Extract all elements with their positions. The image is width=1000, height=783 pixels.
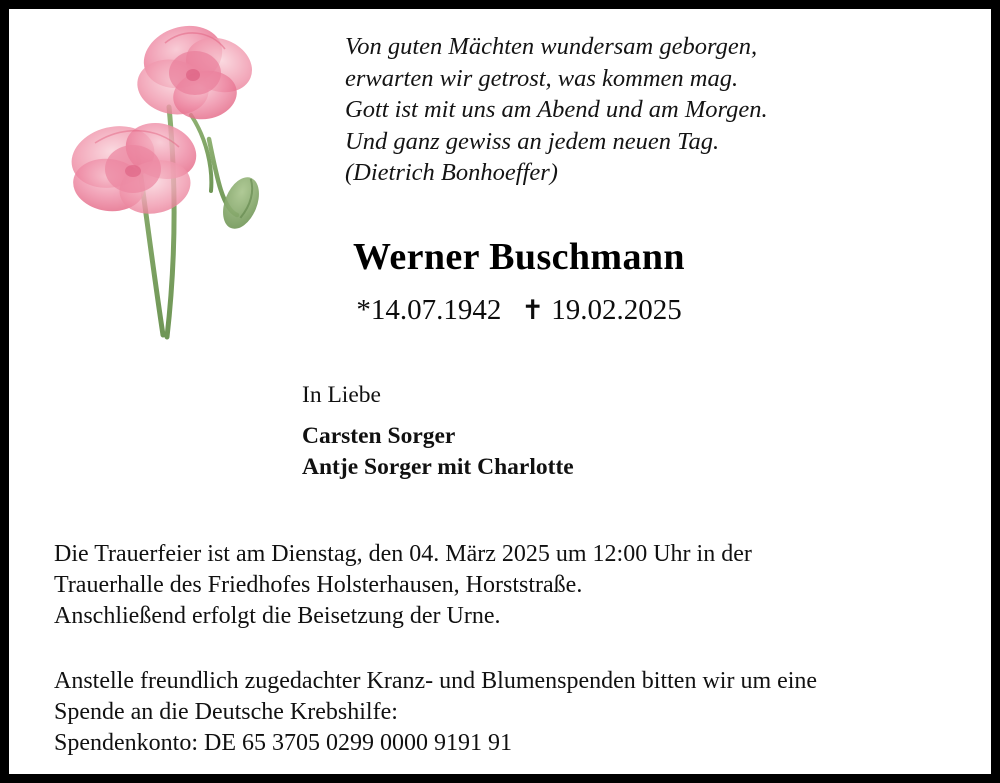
verse-line: Von guten Mächten wundersam geborgen,	[345, 33, 758, 60]
family-intro: In Liebe	[302, 382, 381, 408]
cross-icon: ✝	[521, 295, 544, 325]
service-line: Die Trauerfeier ist am Dienstag, den 04. März 2025 um 12:00 Uhr in der	[54, 541, 752, 567]
donation-line: Spende an die Deutsche Krebshilfe:	[54, 699, 398, 725]
list-item: Antje Sorger mit Charlotte	[302, 454, 574, 480]
donation-info	[54, 666, 984, 759]
verse-attribution: (Dietrich Bonhoeffer)	[345, 159, 558, 186]
deceased-dates	[9, 294, 991, 327]
death-date: 19.02.2025	[551, 294, 682, 326]
mourner-list	[302, 421, 574, 483]
verse-line: Und ganz gewiss an jedem neuen Tag.	[345, 127, 720, 155]
obituary-inner	[9, 9, 991, 774]
birth-symbol: *	[356, 294, 371, 326]
service-line: Trauerhalle des Friedhofes Holsterhausen, Horststraße.	[54, 572, 583, 598]
birth-date: 14.07.1942	[370, 294, 502, 326]
verse-line: Gott ist mit uns am Abend und am Morgen.	[345, 96, 768, 123]
family-block	[302, 380, 574, 483]
verse-line: erwarten wir getrost, was kommen mag.	[345, 64, 739, 92]
verse-block	[345, 31, 965, 189]
donation-line: Anstelle freundlich zugedachter Kranz- und Blumenspenden bitten wir um eine	[54, 668, 818, 694]
service-line: Anschließend erfolgt die Beisetzung der Urne.	[54, 603, 501, 629]
donation-account: Spendenkonto: DE 65 3705 0299 0000 9191 91	[54, 730, 512, 756]
deceased-name: Werner Buschmann	[353, 236, 685, 278]
service-info	[54, 539, 974, 632]
list-item: Carsten Sorger	[302, 423, 456, 449]
